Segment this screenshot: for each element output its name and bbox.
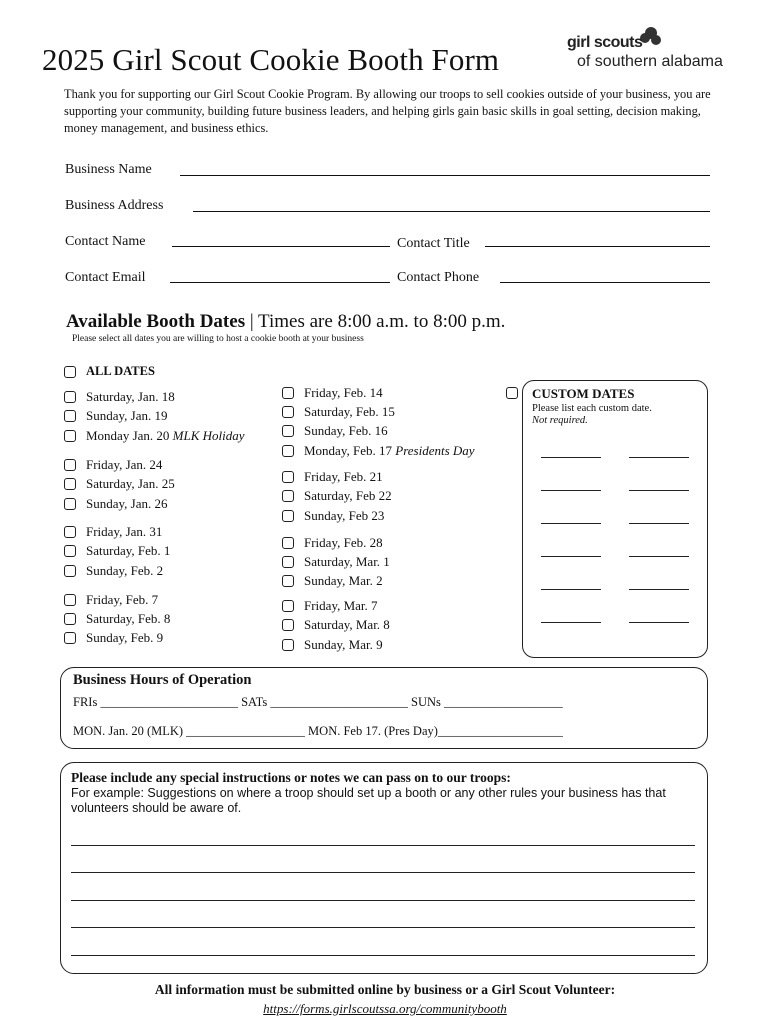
business-name-label: Business Name — [65, 162, 152, 177]
checkbox-icon — [282, 406, 294, 418]
date-label: Friday, Mar. 7 — [304, 598, 378, 613]
checkbox-icon — [64, 594, 76, 606]
checkbox-icon — [64, 613, 76, 625]
notes-line[interactable] — [71, 900, 695, 901]
date-label: Friday, Jan. 24 — [86, 457, 163, 472]
booth-dates-heading — [66, 311, 505, 333]
booth-dates-hint: Please select all dates you are willing to host a cookie booth at your business — [72, 334, 364, 344]
checkbox-icon — [64, 545, 76, 557]
date-label: Saturday, Feb. 1 — [86, 543, 171, 558]
date-option[interactable] — [64, 476, 175, 492]
weekend-hours-field[interactable]: FRIs ______________________ SATs ______________________ SUNs ___________________ — [73, 695, 563, 709]
date-note: Presidents Day — [395, 443, 475, 458]
date-label: Sunday, Feb. 9 — [86, 630, 164, 645]
date-label: Saturday, Jan. 18 — [86, 389, 175, 404]
date-option[interactable] — [64, 496, 168, 512]
all-dates-label: ALL DATES — [86, 364, 155, 378]
custom-date-field[interactable] — [629, 457, 689, 458]
date-option[interactable] — [282, 617, 390, 633]
business-address-field[interactable] — [193, 211, 710, 212]
business-hours-box — [60, 667, 708, 749]
holiday-hours-field[interactable]: MON. Jan. 20 (MLK) ___________________ MON. Feb 17. (Pres Day)____________________ — [73, 724, 563, 738]
contact-email-label: Contact Email — [65, 270, 146, 285]
date-option[interactable] — [282, 508, 384, 524]
checkbox-icon — [282, 600, 294, 612]
date-label: Monday, Feb. 17 — [304, 443, 392, 458]
checkbox-icon — [64, 459, 76, 471]
date-option[interactable] — [64, 563, 163, 579]
date-label: Saturday, Mar. 8 — [304, 617, 390, 632]
booth-dates-heading-bold: Available Booth Dates — [66, 311, 246, 332]
custom-date-field[interactable] — [541, 622, 601, 623]
date-option[interactable] — [282, 385, 383, 401]
date-option[interactable] — [64, 428, 245, 444]
checkbox-icon — [64, 391, 76, 403]
special-instructions-example: For example: Suggestions on where a troop should set up a booth or any other rules your business has that volunteers should be aware of. — [71, 786, 666, 815]
logo-line-1: girl scouts — [567, 34, 643, 51]
custom-date-field[interactable] — [541, 490, 601, 491]
date-option[interactable] — [64, 543, 170, 559]
checkbox-icon — [282, 471, 294, 483]
date-option[interactable] — [282, 469, 383, 485]
notes-line[interactable] — [71, 955, 695, 956]
date-option[interactable] — [282, 554, 390, 570]
business-name-field[interactable] — [180, 175, 710, 176]
notes-line[interactable] — [71, 927, 695, 928]
notes-line[interactable] — [71, 845, 695, 846]
date-label: Friday, Feb. 21 — [304, 469, 383, 484]
checkbox-icon — [282, 537, 294, 549]
checkbox-icon — [282, 639, 294, 651]
contact-title-label: Contact Title — [397, 236, 470, 251]
custom-date-field[interactable] — [541, 589, 601, 590]
date-option[interactable] — [282, 488, 392, 504]
custom-date-field[interactable] — [629, 622, 689, 623]
page-title: 2025 Girl Scout Cookie Booth Form — [42, 42, 500, 77]
date-label: Friday, Feb. 28 — [304, 535, 383, 550]
date-label: Sunday, Jan. 19 — [86, 408, 168, 423]
custom-date-field[interactable] — [541, 457, 601, 458]
date-option[interactable] — [64, 524, 162, 540]
date-label: Friday, Feb. 14 — [304, 385, 383, 400]
date-option[interactable] — [282, 637, 383, 653]
checkbox-icon — [64, 498, 76, 510]
custom-dates-checkbox[interactable] — [506, 387, 518, 399]
custom-date-field[interactable] — [629, 490, 689, 491]
special-instructions-heading: Please include any special instructions or notes we can pass on to our troops: — [71, 770, 511, 785]
checkbox-icon — [282, 445, 294, 457]
custom-date-field[interactable] — [629, 589, 689, 590]
date-option[interactable] — [282, 535, 383, 551]
date-option[interactable] — [282, 598, 378, 614]
date-label: Sunday, Feb 23 — [304, 508, 385, 523]
checkbox-icon — [282, 575, 294, 587]
date-option[interactable] — [64, 592, 158, 608]
checkbox-icon — [64, 410, 76, 422]
custom-dates-title: CUSTOM DATES — [532, 386, 635, 401]
date-label: Sunday, Jan. 26 — [86, 496, 168, 511]
contact-phone-field[interactable] — [500, 282, 710, 283]
contact-name-field[interactable] — [172, 246, 390, 247]
checkbox-icon — [282, 619, 294, 631]
intro-paragraph: Thank you for supporting our Girl Scout Cookie Program. By allowing our troops to sell cookies outside of your business, you are supporting your community, building future business leaders, and helping girls gain basic skills in goal setting, decision making, money management, and business ethics. — [64, 87, 711, 135]
checkbox-icon — [64, 526, 76, 538]
custom-dates-sub: Please list each custom date. — [532, 403, 652, 414]
business-hours-heading: Business Hours of Operation — [73, 672, 252, 688]
date-label: Saturday, Feb. 8 — [86, 611, 171, 626]
checkbox-icon — [282, 387, 294, 399]
date-label: Sunday, Feb. 16 — [304, 423, 388, 438]
checkbox-icon — [282, 556, 294, 568]
footer-instructions: All information must be submitted online by business or a Girl Scout Volunteer: — [154, 982, 616, 997]
date-option[interactable] — [64, 630, 163, 646]
special-instructions-box — [60, 762, 708, 974]
contact-title-field[interactable] — [485, 246, 710, 247]
date-label: Saturday, Mar. 1 — [304, 554, 390, 569]
date-label: Saturday, Jan. 25 — [86, 476, 175, 491]
logo-line-2: of southern alabama — [577, 53, 723, 70]
checkbox-icon — [64, 366, 76, 378]
checkbox-icon — [64, 632, 76, 644]
custom-date-field[interactable] — [541, 556, 601, 557]
contact-name-label: Contact Name — [65, 234, 146, 249]
date-note: MLK Holiday — [172, 428, 245, 443]
date-option[interactable] — [282, 423, 388, 439]
contact-email-field[interactable] — [170, 282, 390, 283]
date-label: Sunday, Mar. 2 — [304, 573, 383, 588]
custom-date-field[interactable] — [541, 523, 601, 524]
submission-link[interactable]: https://forms.girlscoutssa.org/communitybooth — [263, 1001, 507, 1016]
notes-line[interactable] — [71, 872, 695, 873]
date-label: Saturday, Feb. 15 — [304, 404, 395, 419]
checkbox-icon — [64, 430, 76, 442]
date-label: Saturday, Feb 22 — [304, 488, 392, 503]
date-label: Friday, Jan. 31 — [86, 524, 163, 539]
date-option[interactable] — [64, 611, 170, 627]
custom-date-field[interactable] — [629, 556, 689, 557]
date-option[interactable] — [64, 389, 175, 405]
girl-scouts-logo — [565, 26, 740, 76]
date-label: Monday Jan. 20 — [86, 428, 170, 443]
checkbox-icon — [64, 565, 76, 577]
date-option[interactable] — [64, 457, 162, 473]
all-dates-checkbox[interactable] — [64, 364, 155, 379]
checkbox-icon — [282, 490, 294, 502]
date-option[interactable] — [282, 573, 383, 589]
contact-phone-label: Contact Phone — [397, 270, 480, 285]
booth-dates-heading-times: | Times are 8:00 a.m. to 8:00 p.m. — [245, 311, 506, 332]
custom-date-field[interactable] — [629, 523, 689, 524]
custom-dates-not-required: Not required. — [532, 415, 588, 426]
date-label: Sunday, Mar. 9 — [304, 637, 383, 652]
custom-dates-box — [522, 380, 708, 658]
date-label: Friday, Feb. 7 — [86, 592, 159, 607]
checkbox-icon — [282, 425, 294, 437]
date-label: Sunday, Feb. 2 — [86, 563, 164, 578]
date-option[interactable] — [282, 404, 395, 420]
date-option[interactable] — [282, 443, 475, 459]
custom-dates-instructions — [532, 403, 652, 427]
date-option[interactable] — [64, 408, 168, 424]
checkbox-icon — [64, 478, 76, 490]
business-address-label: Business Address — [65, 198, 164, 213]
checkbox-icon — [282, 510, 294, 522]
